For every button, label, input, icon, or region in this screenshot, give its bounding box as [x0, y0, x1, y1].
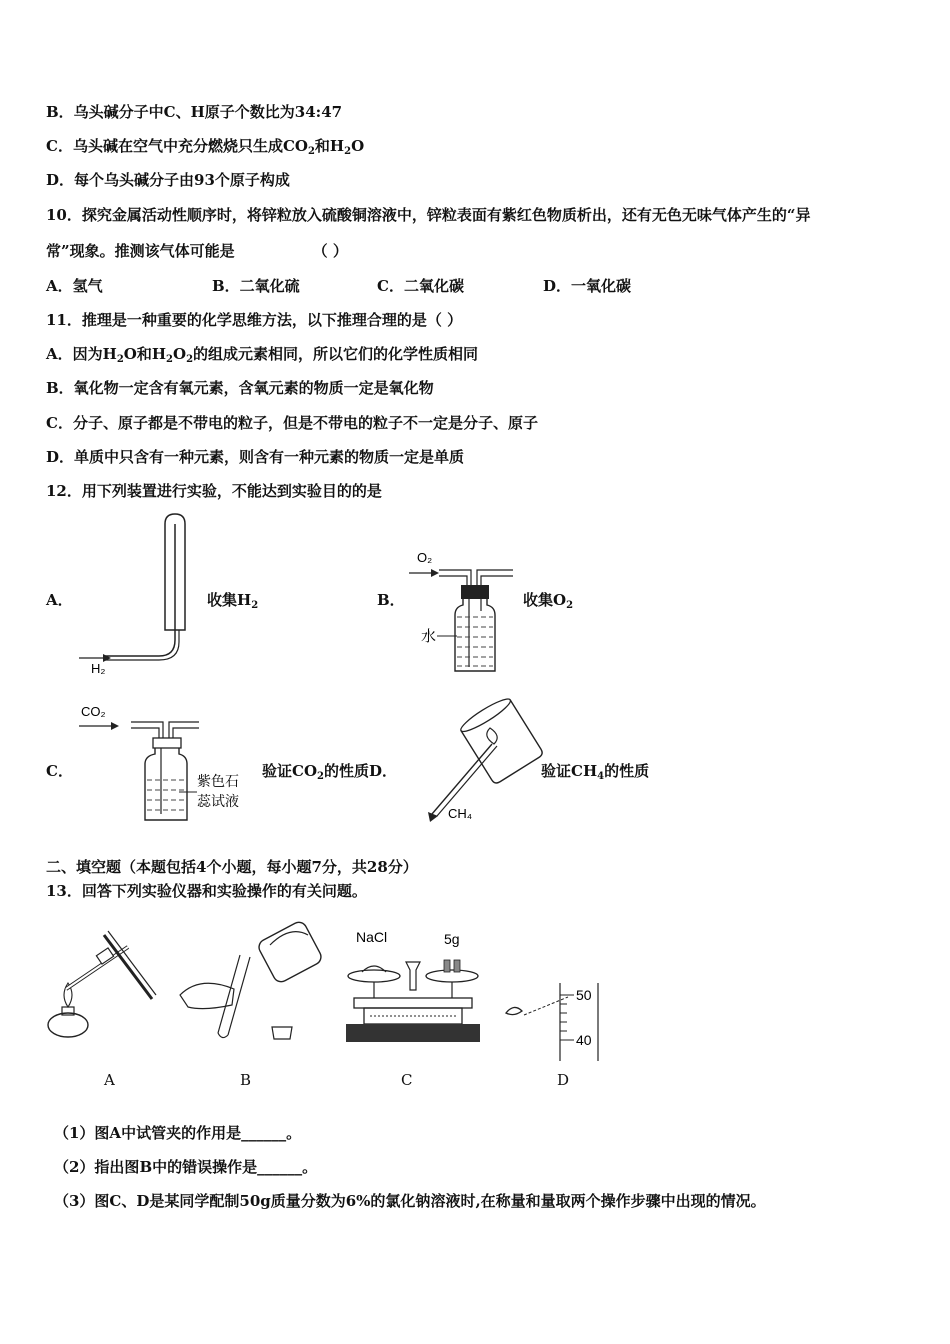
- q13-figure-a: [44, 925, 164, 1055]
- q9-option-b: B．乌头碱分子中C、H原子个数比为34:47: [46, 103, 343, 121]
- section-title: 二、填空题（本题包括4个小题，每小题7分，共28分）: [46, 858, 418, 876]
- q13-label-d: D: [557, 1071, 570, 1089]
- q13-label-a: A: [104, 1071, 115, 1089]
- co2-arrow-head: [111, 722, 119, 730]
- q10-option-a: A．氢气: [46, 277, 103, 295]
- q10-option-b: B．二氧化硫: [212, 277, 300, 295]
- balance-base: [346, 1024, 480, 1042]
- water-label: 水: [421, 628, 437, 645]
- scale-50-label: 50: [576, 987, 592, 1003]
- test-tube-clamp-arm: [108, 931, 156, 995]
- litmus-hatching: [147, 780, 185, 810]
- q12-d-figure: [418, 692, 543, 827]
- q12-b-caption-text: 收集O: [523, 591, 567, 609]
- q12-b-caption: [523, 590, 573, 616]
- weight-1: [444, 960, 450, 972]
- q11-a-sub2: 2: [166, 354, 173, 365]
- balance-pointer: [406, 962, 420, 990]
- co2-gas-label: CO₂: [81, 704, 106, 719]
- q12-d-caption: [541, 761, 649, 787]
- gas-bottle: [455, 599, 495, 671]
- ch4-gas-label: CH₄: [448, 806, 473, 821]
- q13-part1: （1）图A中试管夹的作用是______。: [54, 1124, 302, 1142]
- q9-c-mid: 和H: [314, 137, 345, 155]
- q13-part2: （2）指出图B中的错误操作是______。: [54, 1158, 318, 1176]
- bottle-stopper: [272, 1027, 292, 1039]
- q12-b-letter: B．: [377, 591, 405, 609]
- o2-gas-label: O₂: [417, 550, 433, 565]
- q13-part3: （3）图C、D是某同学配制50g质量分数为6%的氯化钠溶液时,在称量和量取两个操作步骤中出现的情况。: [54, 1192, 766, 1210]
- q12-a-figure: [75, 510, 215, 680]
- q9-c-post: O: [351, 137, 365, 155]
- q12-c-caption-post: 的性质D．: [323, 762, 397, 780]
- q12-a-caption-text: 收集H: [207, 591, 252, 609]
- q11-stem: 11．推理是一种重要的化学思维方法，以下推理合理的是（ ）: [46, 311, 463, 329]
- alcohol-lamp: [48, 1013, 88, 1037]
- q12-c-letter: C．: [46, 762, 73, 780]
- q11-option-a: [46, 344, 478, 370]
- tube-bottom: [218, 1033, 228, 1038]
- q12-a-caption-sub: 2: [251, 600, 259, 611]
- outlet-tube: [477, 570, 513, 585]
- q11-option-c: C．分子、原子都是不带电的粒子，但是不带电的粒子不一定是分子、原子: [46, 414, 538, 432]
- q11-a-post: 的组成元素相同，所以它们的化学性质相同: [193, 345, 479, 363]
- q12-a-caption: [207, 590, 258, 616]
- flame: [487, 728, 497, 744]
- q11-a-mid1: O和H: [123, 345, 167, 363]
- reagent-bottle: [256, 919, 324, 984]
- q12-a-letter: A．: [46, 591, 73, 609]
- eye-icon: [506, 1007, 522, 1014]
- q10-option-d: D．一氧化碳: [543, 277, 632, 295]
- c-bottle: [145, 748, 187, 820]
- gas-jet-tube: [432, 744, 492, 814]
- q11-a-sub1: 2: [116, 354, 124, 365]
- q12-stem: 12．用下列装置进行实验，不能达到实验目的的是: [46, 482, 382, 500]
- left-pan: [348, 970, 400, 982]
- q12-d-caption-post: 的性质: [604, 762, 650, 780]
- q10-option-c: C．二氧化碳: [377, 277, 464, 295]
- q9-option-c: [46, 136, 364, 162]
- q12-c-caption-sub: 2: [317, 771, 324, 782]
- q12-d-caption-text: 验证CH: [541, 762, 598, 780]
- q13-label-b: B: [240, 1071, 252, 1089]
- q9-c-sub: 2: [307, 146, 315, 157]
- q12-c-caption: [262, 761, 397, 787]
- q12-c-caption-text: 验证CO: [262, 762, 318, 780]
- clamp-jaw: [96, 948, 113, 964]
- h2-gas-label: H₂: [91, 661, 106, 676]
- tube-right-wall: [228, 957, 250, 1035]
- q12-b-caption-sub: 2: [566, 600, 574, 611]
- q12-c-figure: [75, 700, 255, 825]
- q9-c-sub2: 2: [344, 146, 352, 157]
- c-outlet-tube: [169, 722, 199, 738]
- q11-a-mid2: O: [173, 345, 187, 363]
- inverted-beaker: [458, 695, 543, 785]
- weight-label: 5g: [444, 931, 460, 947]
- nacl-label: NaCl: [356, 929, 388, 945]
- tube-left-wall: [218, 955, 240, 1033]
- c-inlet-tube: [131, 722, 163, 738]
- q12-d-caption-sub: 4: [597, 771, 605, 782]
- o2-arrow-head: [431, 569, 439, 577]
- c-stopper: [153, 738, 181, 748]
- inlet-tube: [439, 570, 471, 585]
- q9-option-d: D．每个乌头碱分子由93个原子构成: [46, 171, 290, 189]
- test-tube-clamp: [104, 935, 152, 999]
- water-hatching: [457, 617, 493, 666]
- q13-stem: 13．回答下列实验仪器和实验操作的有关问题。: [46, 882, 367, 900]
- scale-40-label: 40: [576, 1032, 592, 1048]
- right-pan: [426, 970, 478, 982]
- balance-beam: [354, 998, 472, 1008]
- q13-figure-b: [170, 915, 330, 1050]
- sight-line: [524, 997, 568, 1015]
- q13-figure-c: [340, 920, 490, 1050]
- q9-c-text: C．乌头碱在空气中充分燃烧只生成CO: [46, 137, 308, 155]
- q11-a-sub3: 2: [186, 354, 194, 365]
- q13-figure-d: [500, 975, 610, 1065]
- q11-option-d: D．单质中只含有一种元素，则含有一种元素的物质一定是单质: [46, 448, 465, 466]
- q11-option-b: B．氧化物一定含有氧元素，含氧元素的物质一定是氧化物: [46, 379, 434, 397]
- q10-stem-line1: 10．探究金属活动性顺序时，将锌粒放入硫酸铜溶液中，锌粒表面有紫红色物质析出，还有无色无味气体产生的“异: [46, 206, 811, 224]
- q10-answer-paren: （ ）: [312, 242, 348, 260]
- weight-2: [454, 960, 460, 972]
- salt-pile: [362, 966, 386, 972]
- q13-label-c: C: [401, 1071, 413, 1089]
- q10-stem-line2: [46, 241, 348, 261]
- q11-a-pre: A．因为H: [46, 345, 117, 363]
- litmus-label-2: 蕊试液: [197, 793, 239, 809]
- litmus-label-1: 紫色石: [197, 773, 239, 789]
- q12-b-figure: [405, 545, 520, 680]
- q10-stem-text: 常”现象。推测该气体可能是: [46, 242, 235, 260]
- rubber-stopper: [461, 585, 489, 599]
- cylinder-ticks: [560, 995, 574, 1040]
